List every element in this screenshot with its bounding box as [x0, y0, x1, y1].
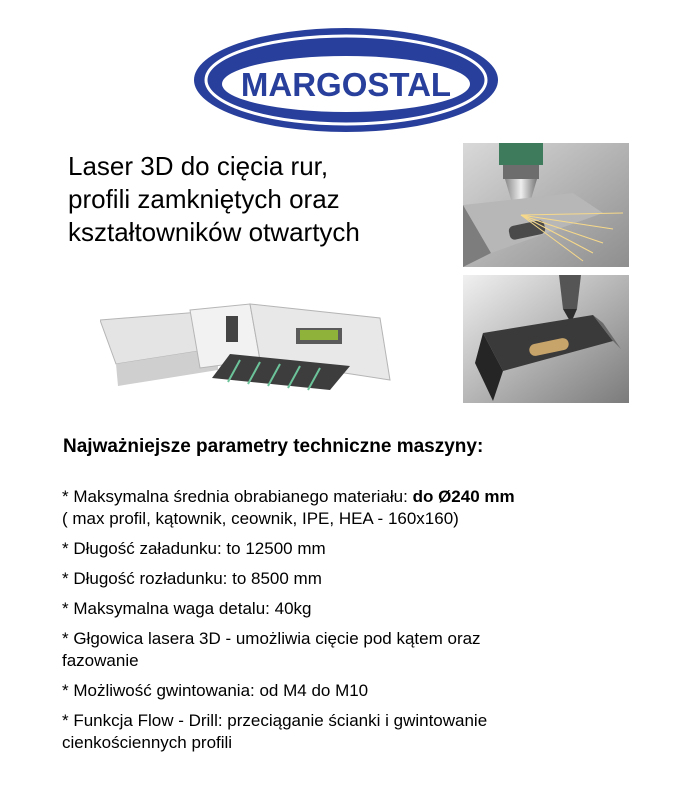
spec-continuation: cienkościennych profili: [62, 733, 233, 752]
spec-item: [62, 538, 642, 560]
spec-item: [62, 710, 642, 754]
spec-text: * Możliwość gwintowania: od M4 do M10: [62, 681, 369, 700]
laser-machine-photo: [100, 290, 398, 394]
spec-item: [62, 628, 642, 672]
headline: [68, 150, 448, 249]
spec-item: [62, 568, 642, 590]
laser-head-photo: [463, 143, 629, 267]
spec-text: * Długość rozładunku: to 8500 mm: [62, 569, 322, 588]
spec-bold-value: do Ø240 mm: [412, 487, 515, 506]
margostal-logo: [193, 27, 499, 133]
headline-line: kształtowników otwartych: [68, 217, 360, 247]
spec-item: [62, 680, 642, 702]
spec-item: [62, 598, 642, 620]
headline-line: profili zamkniętych oraz: [68, 184, 340, 214]
headline-line: Laser 3D do cięcia rur,: [68, 151, 329, 181]
cut-tube-photo: [463, 275, 629, 403]
spec-text: * Długość załadunku: to 12500 mm: [62, 539, 326, 558]
spec-text: * Maksymalna waga detalu: 40kg: [62, 599, 312, 618]
spec-list: [62, 486, 642, 762]
spec-text: * Maksymalna średnia obrabianego materiału:: [62, 487, 413, 506]
spec-title: Najważniejsze parametry techniczne maszyny:: [63, 436, 484, 457]
logo-text: MARGOSTAL: [240, 66, 452, 103]
spec-continuation: ( max profil, kątownik, ceownik, IPE, HEA - 160x160): [62, 509, 459, 528]
spec-text: * Funkcja Flow - Drill: przeciąganie ścianki i gwintowanie: [62, 711, 488, 730]
spec-continuation: fazowanie: [62, 651, 139, 670]
spec-text: * Głgowica lasera 3D - umożliwia cięcie pod kątem oraz: [62, 629, 481, 648]
spec-item: [62, 486, 642, 530]
